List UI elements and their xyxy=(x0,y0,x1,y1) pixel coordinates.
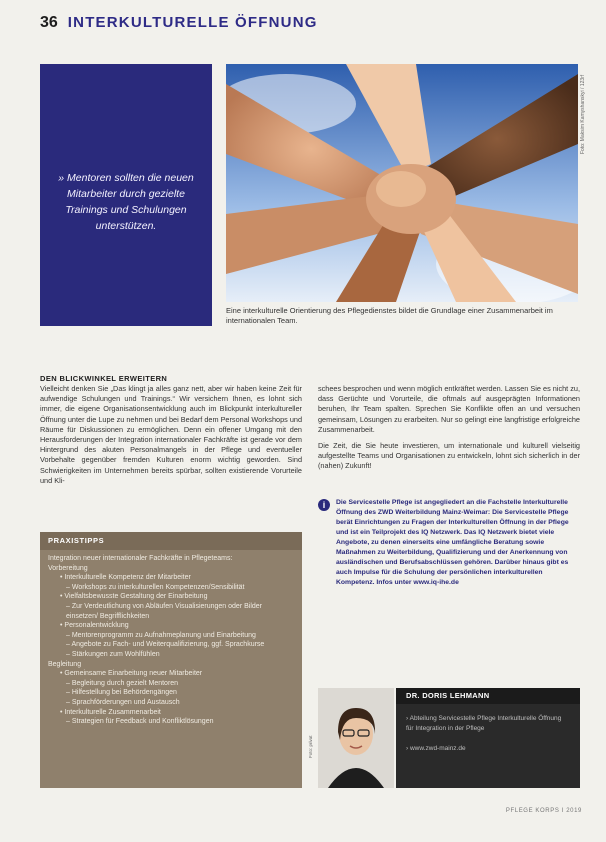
list-item: • Interkulturelle Kompetenz der Mitarbeiter xyxy=(60,574,191,582)
list-item: • Interkulturelle Zusammenarbeit xyxy=(60,708,161,716)
page-number: 36 xyxy=(40,14,58,31)
article-paragraph: Vielleicht denken Sie „Das klingt ja alles ganz nett, aber wir haben keine Zeit für aufwendige Schulungen und Trainings.“ Wir versichern Ihnen, es lohnt sich immer, die eigene Organisationsentwicklung auch im Blickpunkt interkultureller Öffnung unter die Lupe zu nehmen und bei Bedarf dem Personal Workshops und Räume für Diskussionen zu ermöglichen. Denn ein offener Umgang mit den Herausforderungen der Integration internationaler Fachkräfte ist gerade vor dem Hintergrund des akuten Personalmangels in der Pflege und eventueller Vorbehalte gegenüber fremden Kulturen enorm wichtig geworden. Sind Schwierigkeiten im Unternehmen bereits spürbar, sollten existierende Vorurteile und Kli- xyxy=(40,384,302,485)
photo-credit: Foto: Maksim Kamyshanskyi / 123rf xyxy=(580,74,586,154)
list-item: – Strategien für Feedback und Konfliktlösungen xyxy=(66,718,214,726)
list-item: – Sprachförderungen und Austausch xyxy=(66,698,180,706)
pull-quote-text: » Mentoren sollten die neuen Mitarbeiter durch gezielte Trainings und Schulungen unterstützen. xyxy=(58,172,194,232)
author-photo-credit: Foto: privat xyxy=(308,735,313,758)
article-paragraph: Die Zeit, die Sie heute investieren, um internationale und kulturell vielseitig aufgestellte Teams und Organisationen zu entwickeln, lohnt sich sicherlich in der (nahen) Zukunft! xyxy=(318,441,580,471)
article-heading: DEN BLICKWINKEL ERWEITERN xyxy=(40,374,168,383)
author-name: DR. DORIS LEHMANN xyxy=(396,688,580,704)
page-footer: PFLEGE KORPS I 2019 xyxy=(505,808,582,814)
article-paragraph: schees besprochen und wenn möglich entkräftet werden. Lassen Sie es nicht zu, dass Gerüchte und Vorurteile, die oftmals auf ausgeprägten Informationen beruhen, Ihr Team spalten. Sprechen Sie Konflikte offen an und versuchen gemeinsam, Lösungen zu erarbeiten. Nur so gelingt eine langfristige erfolgreiche Zusammenarbeit. xyxy=(318,384,580,434)
list-item: – Angebote zu Fach- und Weiterqualifizierung, ggf. Sprachkurse xyxy=(66,641,265,649)
author-portrait xyxy=(318,688,394,788)
section-title: INTERKULTURELLE ÖFFNUNG xyxy=(67,14,318,31)
list-item: • Vielfaltsbewusste Gestaltung der Einarbeitung xyxy=(60,593,208,601)
author-role: › Abteilung Servicestelle Pflege Interkulturelle Öffnung xyxy=(406,715,562,722)
praxistipps-heading: PRAXISTIPPS xyxy=(40,532,302,550)
list-item: • Gemeinsame Einarbeitung neuer Mitarbeiter xyxy=(60,670,203,678)
list-item: – Begleitung durch gezielt Mentoren xyxy=(66,679,179,687)
author-organization: für Integration in der Pflege xyxy=(406,725,485,732)
list-item: – Stärkungen zum Wohlfühlen xyxy=(66,650,160,658)
list-item: – Mentorenprogramm zu Aufnahmeplanung und Einarbeitung xyxy=(66,631,256,639)
info-note xyxy=(318,498,580,588)
author-website: › www.zwd-mainz.de xyxy=(406,745,466,752)
info-icon: i xyxy=(318,499,330,511)
page-header xyxy=(40,14,440,36)
photo-illustration xyxy=(226,64,578,302)
list-item: – Hilfestellung bei Behördengängen xyxy=(66,689,177,697)
author-meta xyxy=(396,688,580,788)
list-item: Integration neuer internationaler Fachkräfte in Pflegeteams: xyxy=(48,555,233,562)
list-item: Begleitung xyxy=(48,660,82,668)
hands-together-photo xyxy=(226,64,578,302)
list-item: – Workshops zu interkulturellen Kompetenzen/Sensibilität xyxy=(66,583,245,591)
author-box xyxy=(318,688,580,788)
article-column-right xyxy=(318,384,580,478)
praxistipps-box xyxy=(40,532,302,788)
list-item: • Personalentwicklung xyxy=(60,622,129,630)
list-item: – Zur Verdeutlichung von Abläufen Visualisierungen oder Bilder einsetzen/ Begrifflichkeiten xyxy=(66,602,262,620)
list-item: Vorbereitung xyxy=(48,564,88,572)
pull-quote-box xyxy=(40,64,212,326)
article-column-left xyxy=(40,384,302,492)
author-portrait-illustration xyxy=(318,688,394,788)
info-note-text: Die Servicestelle Pflege ist angegliedert an die Fachstelle Interkulturelle Öffnung des ZWD Weiterbildung Mainz-Weimar: Die Servicestelle Pflege berät Einrichtungen zu Fragen der Interkulturellen Öffnung in der Pflege und ist ein Teilprojekt des IQ Netzwerk. Das IQ Netzwerk bietet viele Angebote, zu denen einerseits eine umfängliche Beratung sowie Maßnahmen zu Weiterbildung, Qualifizierung und der Anerkennung von ausländischen und Berufsabschlüssen gehören. Darüber hinaus gibt es auch Impulse für die Schulung der persönlichen interkulturellen Kompetenz. Infos unter www.iq-ihe.de xyxy=(336,499,569,586)
photo-caption: Eine interkulturelle Orientierung des Pflegedienstes bildet die Grundlage einer Zusammenarbeit im internationalen Team. xyxy=(226,306,553,325)
praxistipps-list xyxy=(40,550,302,727)
